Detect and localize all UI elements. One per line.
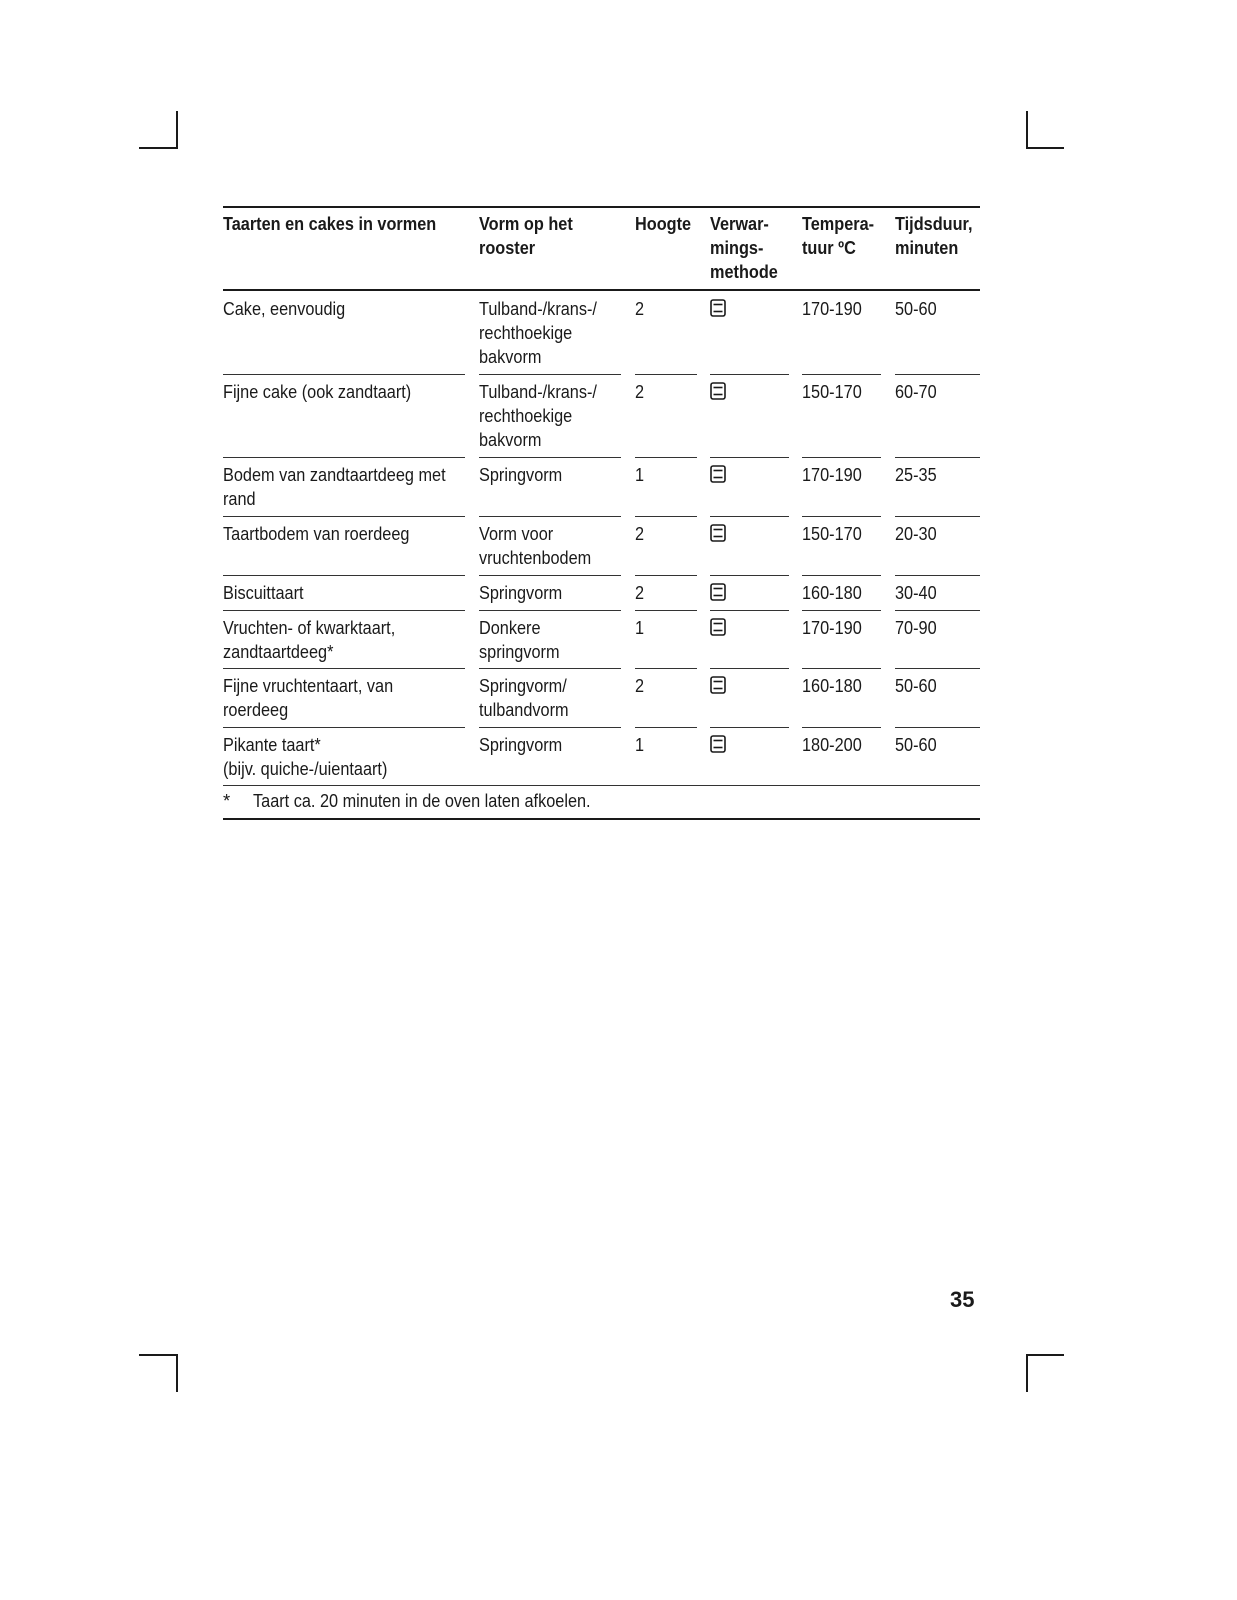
cake-name-cell: Cake, eenvoudig <box>223 298 346 319</box>
table-row <box>223 516 980 575</box>
form-cell: Donkere springvorm <box>479 617 560 662</box>
form-cell: Tulband-/krans-/ rechthoekige bakvorm <box>479 381 597 450</box>
table-row <box>223 668 980 727</box>
height-cell: 2 <box>635 675 645 696</box>
top-bottom-heat-icon <box>710 524 726 542</box>
top-bottom-heat-icon <box>710 382 726 400</box>
table-row <box>223 457 980 516</box>
height-cell: 1 <box>635 734 645 755</box>
temperature-cell: 170-190 <box>802 617 862 638</box>
top-bottom-heat-icon <box>710 618 726 636</box>
form-cell: Vorm voor vruchtenbodem <box>479 523 592 568</box>
form-cell: Springvorm/ tulbandvorm <box>479 675 569 720</box>
crop-mark-top-left-h <box>139 147 178 149</box>
duration-cell: 20-30 <box>895 523 937 544</box>
header-height: Hoogte <box>635 213 692 234</box>
height-cell: 1 <box>635 617 645 638</box>
height-cell: 1 <box>635 464 645 485</box>
form-cell: Springvorm <box>479 582 563 603</box>
page-number: 35 <box>950 1287 975 1312</box>
height-cell: 2 <box>635 298 645 319</box>
height-cell: 2 <box>635 582 645 603</box>
duration-cell: 60-70 <box>895 381 937 402</box>
duration-cell: 50-60 <box>895 298 937 319</box>
duration-cell: 50-60 <box>895 675 937 696</box>
table-row <box>223 575 980 610</box>
table-bottom-rule <box>223 818 980 820</box>
duration-cell: 50-60 <box>895 734 937 755</box>
table-row <box>223 610 980 668</box>
temperature-cell: 180-200 <box>802 734 862 755</box>
row-divider <box>223 785 980 786</box>
duration-cell: 70-90 <box>895 617 937 638</box>
table-row <box>223 727 980 785</box>
duration-cell: 30-40 <box>895 582 937 603</box>
cake-name-cell: Vruchten- of kwarktaart, zandtaartdeeg* <box>223 617 396 662</box>
height-cell: 2 <box>635 381 645 402</box>
table-row <box>223 374 980 457</box>
footnote-marker: * <box>223 790 231 811</box>
table-row <box>223 291 980 374</box>
temperature-cell: 170-190 <box>802 464 862 485</box>
temperature-cell: 160-180 <box>802 582 862 603</box>
top-bottom-heat-icon <box>710 299 726 317</box>
crop-mark-top-left-v <box>176 111 178 149</box>
header-cakes-in-forms: Taarten en cakes in vormen <box>223 213 437 234</box>
header-form-position: Vorm op het rooster <box>479 213 573 258</box>
top-bottom-heat-icon <box>710 735 726 753</box>
crop-mark-top-right-h <box>1026 147 1064 149</box>
form-cell: Tulband-/krans-/ rechthoekige bakvorm <box>479 298 597 367</box>
footnote-text: Taart ca. 20 minuten in de oven laten afkoelen. <box>253 790 591 811</box>
crop-mark-bottom-right-h <box>1026 1354 1064 1356</box>
top-bottom-heat-icon <box>710 676 726 694</box>
table-top-rule <box>223 206 980 208</box>
temperature-cell: 170-190 <box>802 298 862 319</box>
top-bottom-heat-icon <box>710 583 726 601</box>
header-duration: Tijdsduur, minuten <box>895 213 973 258</box>
temperature-cell: 150-170 <box>802 381 862 402</box>
form-cell: Springvorm <box>479 734 563 755</box>
header-temperature: Tempera- tuur ºC <box>802 213 875 258</box>
cake-name-cell: Fijne cake (ook zandtaart) <box>223 381 412 402</box>
top-bottom-heat-icon <box>710 465 726 483</box>
crop-mark-bottom-left-v <box>176 1354 178 1392</box>
cake-name-cell: Biscuittaart <box>223 582 304 603</box>
crop-mark-bottom-right-v <box>1026 1354 1028 1392</box>
cake-name-cell: Fijne vruchtentaart, van roerdeeg <box>223 675 394 720</box>
cake-name-cell: Bodem van zandtaartdeeg met rand <box>223 464 446 509</box>
form-cell: Springvorm <box>479 464 563 485</box>
cake-name-cell: Taartbodem van roerdeeg <box>223 523 410 544</box>
height-cell: 2 <box>635 523 645 544</box>
header-heating-method: Verwar- mings- methode <box>710 213 778 282</box>
duration-cell: 25-35 <box>895 464 937 485</box>
cake-name-cell: Pikante taart* (bijv. quiche-/uientaart) <box>223 734 388 779</box>
crop-mark-top-right-v <box>1026 111 1028 149</box>
temperature-cell: 150-170 <box>802 523 862 544</box>
temperature-cell: 160-180 <box>802 675 862 696</box>
crop-mark-bottom-left-h <box>139 1354 178 1356</box>
